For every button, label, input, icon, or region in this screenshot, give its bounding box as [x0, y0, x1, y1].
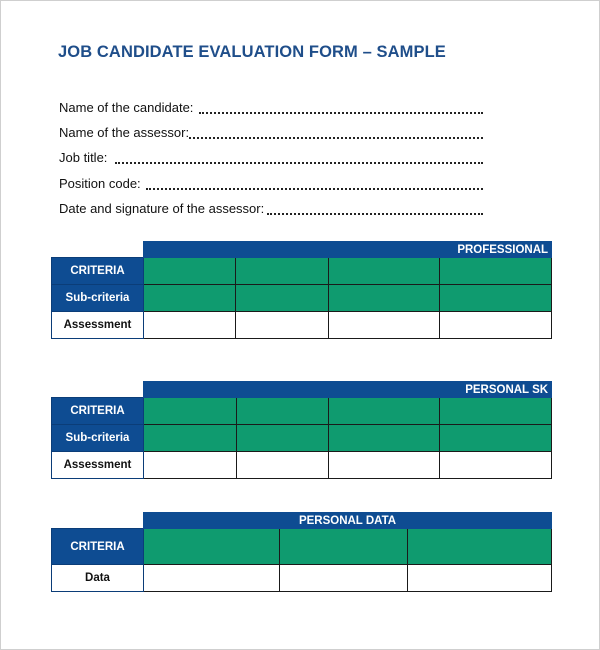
table-corner	[52, 513, 144, 529]
data-cell[interactable]	[144, 565, 280, 592]
date-signature-line[interactable]	[267, 213, 483, 215]
personal-skills-header: PERSONAL SK	[144, 382, 552, 398]
sub-criteria-cell[interactable]	[329, 425, 440, 452]
criteria-cell[interactable]	[144, 529, 280, 565]
sub-criteria-cell[interactable]	[236, 285, 329, 312]
position-code-line[interactable]	[146, 188, 483, 190]
criteria-cell[interactable]	[144, 258, 236, 285]
criteria-cell[interactable]	[144, 398, 237, 425]
sub-criteria-cell[interactable]	[144, 425, 237, 452]
candidate-name-field[interactable]	[59, 100, 484, 118]
criteria-label: CRITERIA	[52, 398, 144, 425]
table-corner	[52, 382, 144, 398]
professional-header: PROFESSIONAL	[144, 242, 552, 258]
job-title-label: Job title:	[59, 150, 108, 165]
assessment-cell[interactable]	[144, 312, 236, 339]
personal-data-table	[51, 512, 552, 592]
position-code-label: Position code:	[59, 176, 141, 191]
assessment-cell[interactable]	[440, 312, 552, 339]
criteria-cell[interactable]	[408, 529, 552, 565]
sub-criteria-cell[interactable]	[440, 425, 552, 452]
table-corner	[52, 242, 144, 258]
assessor-name-line[interactable]	[189, 137, 483, 139]
date-signature-label: Date and signature of the assessor:	[59, 201, 265, 216]
personal-data-header: PERSONAL DATA	[144, 513, 552, 529]
data-cell[interactable]	[408, 565, 552, 592]
sub-criteria-cell[interactable]	[440, 285, 552, 312]
assessment-cell[interactable]	[329, 312, 440, 339]
assessment-cell[interactable]	[440, 452, 552, 479]
criteria-label: CRITERIA	[52, 258, 144, 285]
candidate-name-line[interactable]	[199, 112, 483, 114]
assessment-label: Assessment	[52, 452, 144, 479]
sub-criteria-cell[interactable]	[329, 285, 440, 312]
professional-table	[51, 241, 552, 339]
criteria-cell[interactable]	[237, 398, 329, 425]
sub-criteria-cell[interactable]	[144, 285, 236, 312]
criteria-cell[interactable]	[329, 398, 440, 425]
candidate-name-label: Name of the candidate:	[59, 100, 194, 115]
sub-criteria-cell[interactable]	[237, 425, 329, 452]
assessment-cell[interactable]	[237, 452, 329, 479]
date-signature-field[interactable]	[59, 201, 484, 219]
assessment-cell[interactable]	[144, 452, 237, 479]
assessor-name-label: Name of the assessor:	[59, 125, 190, 140]
criteria-label: CRITERIA	[52, 529, 144, 565]
personal-skills-table	[51, 381, 552, 479]
data-label: Data	[52, 565, 144, 592]
criteria-cell[interactable]	[440, 398, 552, 425]
job-title-field[interactable]	[59, 150, 484, 168]
sub-criteria-label: Sub-criteria	[52, 425, 144, 452]
assessment-label: Assessment	[52, 312, 144, 339]
assessment-cell[interactable]	[329, 452, 440, 479]
criteria-cell[interactable]	[236, 258, 329, 285]
sub-criteria-label: Sub-criteria	[52, 285, 144, 312]
data-cell[interactable]	[280, 565, 408, 592]
criteria-cell[interactable]	[280, 529, 408, 565]
criteria-cell[interactable]	[329, 258, 440, 285]
assessor-name-field[interactable]	[59, 125, 484, 143]
job-title-line[interactable]	[115, 162, 483, 164]
form-title: JOB CANDIDATE EVALUATION FORM – SAMPLE	[58, 43, 446, 61]
position-code-field[interactable]	[59, 176, 484, 194]
criteria-cell[interactable]	[440, 258, 552, 285]
assessment-cell[interactable]	[236, 312, 329, 339]
